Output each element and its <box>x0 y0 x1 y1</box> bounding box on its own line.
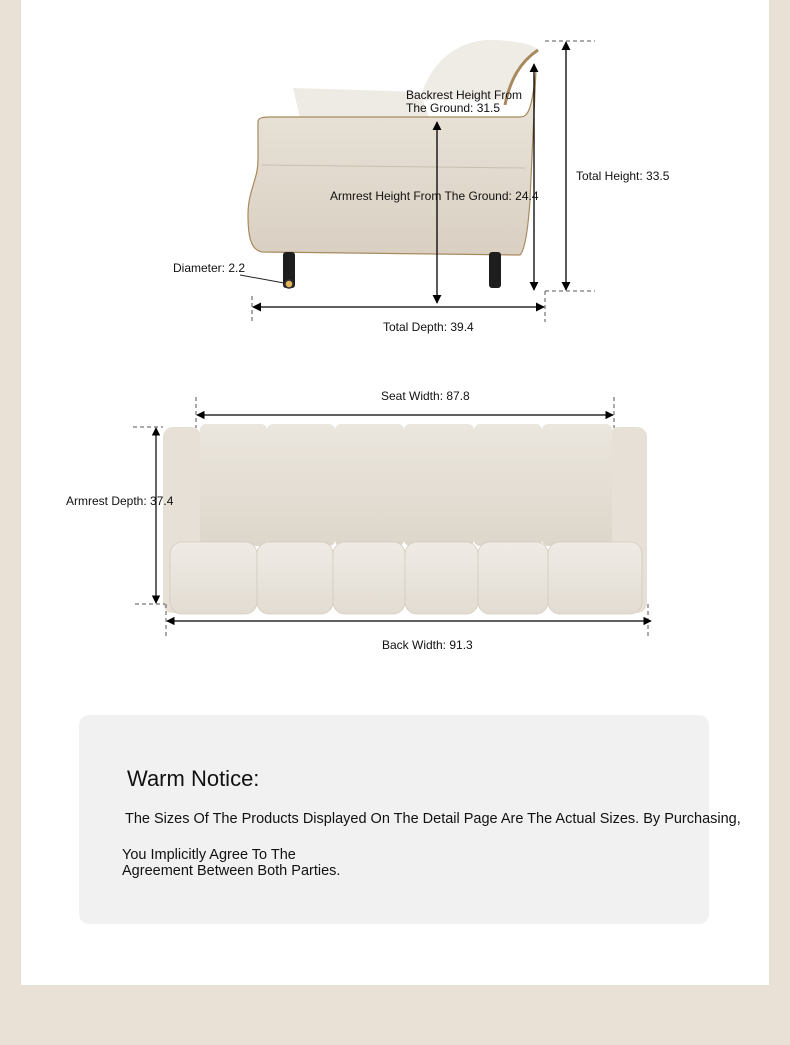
armrest-height-label: Armrest Height From The Ground: 24.4 <box>330 189 539 203</box>
warm-notice-line3: Agreement Between Both Parties. <box>122 863 341 879</box>
warm-notice-line2-3 <box>122 847 340 879</box>
total-height-label: Total Height: 33.5 <box>576 169 670 183</box>
backrest-height-label <box>406 89 522 115</box>
diameter-label: Diameter: 2.2 <box>173 261 246 275</box>
seat-width-label: Seat Width: 87.8 <box>381 389 470 403</box>
seat-cushions <box>170 542 642 614</box>
back-width-label: Back Width: 91.3 <box>382 638 473 652</box>
warm-notice-title: Warm Notice: <box>127 766 260 791</box>
backrest-height-line1: Backrest Height From <box>406 88 523 102</box>
armrest-depth-label: Armrest Depth: 37.4 <box>66 494 174 508</box>
warm-notice-line2: You Implicitly Agree To The <box>122 847 296 863</box>
backrest-height-line2: The Ground: 31.5 <box>406 101 501 115</box>
total-depth-label: Total Depth: 39.4 <box>383 320 474 334</box>
warm-notice-line1: The Sizes Of The Products Displayed On The Detail Page Are The Actual Sizes. By Purchasing, <box>125 811 741 827</box>
back-cushions <box>200 424 612 546</box>
